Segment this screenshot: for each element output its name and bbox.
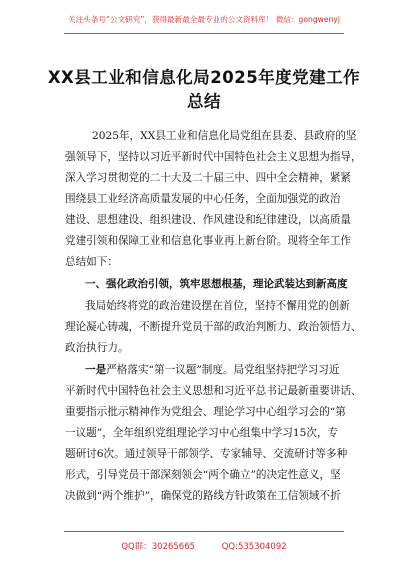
body-line: 政治执行力。: [65, 342, 129, 354]
header-promo-note: 关注头条号“公文研究”，获得最新最全最专业的公文资料库！ 微信：gongwenyj: [68, 15, 340, 24]
body-line: 强领导下，坚持以习近平新时代中国特色社会主义思想为指导，: [65, 151, 362, 163]
body-line: 一议题”，全年组织党组理论学习中心组集中学习15次，专: [65, 427, 339, 439]
body-line: 平新时代中国特色社会主义思想和习近平总书记最新重要讲话、: [65, 385, 362, 397]
body-line: 决做到“两个维护”，确保党的路线方针政策在工信领域不折: [65, 490, 341, 502]
body-line: 重要指示批示精神作为党组会、理论学习中心组学习会的“第: [65, 406, 346, 418]
body-line: 总结如下：: [65, 256, 118, 268]
body-line: 题研讨6次。通过领导干部领学、专家辅导、交流研讨等多种: [65, 448, 348, 460]
footer-divider: [64, 531, 344, 532]
body-line: 形式，引导党员干部深刻领会“两个确立”的决定性意义，坚: [65, 469, 341, 481]
footer-contact: [0, 540, 408, 552]
footer-qq-group: QQ群：30265665: [121, 542, 196, 552]
body-line: 理论凝心铸魂，不断提升党员干部的政治判断力、政治领悟力、: [65, 321, 362, 333]
document-title-line-1: XX县工业和信息化局2025年度党建工作: [47, 68, 361, 87]
body-line-with-lead: [85, 362, 340, 377]
point-lead: 一是: [85, 364, 107, 376]
header-divider: [64, 33, 344, 34]
body-line: 我局始终将党的政治建设摆在首位，坚持不懈用党的创新: [85, 300, 350, 312]
section-heading: 一、强化政治引领，筑牢思想根基，理论武装达到新高度: [85, 278, 348, 290]
point-text: 严格落实“第一议题”制度。局党组坚持把学习习近: [106, 364, 340, 376]
body-line: 2025年，XX县工业和信息化局党组在县委、县政府的坚: [92, 130, 357, 142]
document-title-line-2: 总结: [187, 92, 221, 111]
body-line: 深入学习贯彻党的二十大及二十届三中、四中全会精神，紧紧: [65, 172, 352, 184]
footer-qq-number: QQ:535304092: [221, 542, 287, 552]
body-line: 建设、思想建设、组织建设、作风建设和纪律建设，以高质量: [65, 214, 352, 226]
body-line: 围绕县工业经济高质量发展的中心任务，全面加强党的政治: [65, 193, 341, 205]
body-line: 党建引领和保障工业和信息化事业再上新台阶。现将全年工作: [65, 235, 352, 247]
